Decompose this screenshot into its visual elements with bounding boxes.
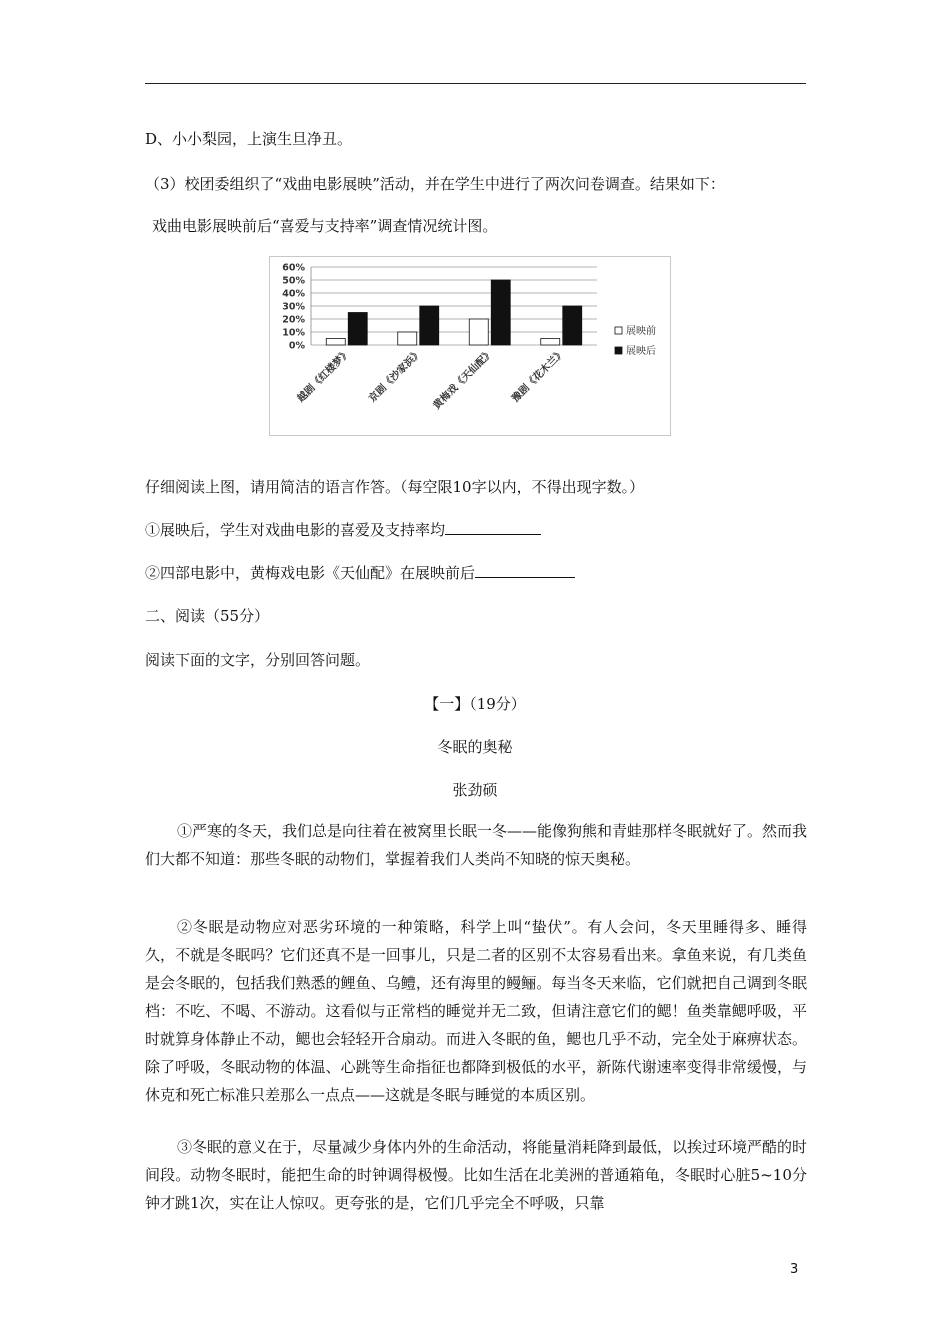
y-tick-label: 10% — [282, 327, 305, 339]
bar-after — [420, 306, 439, 345]
paragraph-3: ③冬眠的意义在于，尽量减少身体内外的生命活动，将能量消耗降到最低，以挨过环境严酷的时间段。动物冬眠时，能把生命的时钟调得极慢。比如生活在北美洲的普通箱龟，冬眠时心脏5~10分钟才跳1次，实在让人惊叹。更夸张的是，它们几乎完全不呼吸，只靠 — [145, 1138, 808, 1212]
page-number: 3 — [790, 1262, 799, 1277]
bar-after — [563, 306, 582, 345]
chart-caption: 戏曲电影展映前后“喜爱与支持率”调查情况统计图。 — [152, 217, 498, 235]
x-tick-label: 越剧《红楼梦》 — [295, 347, 353, 405]
y-tick-label: 50% — [282, 275, 305, 287]
instruction: 仔细阅读上图，请用简洁的语言作答。（每空限10字以内，不得出现字数。） — [145, 478, 645, 496]
y-tick-label: 40% — [282, 288, 305, 300]
x-tick-label: 黄梅戏《天仙配》 — [431, 347, 496, 412]
question-3-intro: （3）校团委组织了“戏曲电影展映”活动，并在学生中进行了两次问卷调查。结果如下： — [145, 175, 725, 193]
x-tick-label: 京剧《沙家浜》 — [367, 347, 425, 405]
bar-after — [491, 280, 510, 345]
bar-after — [348, 313, 367, 346]
question-2-text: ②四部电影中，黄梅戏电影《天仙配》在展映前后 — [145, 564, 476, 582]
legend-label: 展映前 — [626, 326, 656, 337]
bar-before — [326, 339, 345, 346]
reading-intro: 阅读下面的文字，分别回答问题。 — [145, 651, 371, 669]
x-tick-label: 豫剧《花木兰》 — [510, 347, 568, 405]
answer-blank-1[interactable] — [445, 520, 541, 535]
bar-before — [469, 319, 488, 345]
y-tick-label: 0% — [288, 340, 305, 352]
legend-label: 展映后 — [626, 346, 656, 357]
option-d: D、小小梨园，上演生旦净丑。 — [145, 130, 353, 148]
article-title: 冬眠的奥秘 — [437, 738, 513, 756]
article-author: 张劲硕 — [452, 781, 498, 799]
answer-blank-2[interactable] — [475, 563, 575, 578]
legend-swatch — [615, 327, 622, 334]
bar-before — [398, 332, 417, 345]
question-1-text: ①展映后，学生对戏曲电影的喜爱及支持率均 — [145, 521, 446, 539]
y-tick-label: 30% — [282, 301, 305, 313]
header-rule — [145, 83, 806, 84]
paragraph-2: ②冬眠是动物应对恶劣环境的一种策略，科学上叫“蛰伏”。有人会问，冬天里睡得多、睡得久，不就是冬眠吗？它们还真不是一回事儿，只是二者的区别不太容易看出来。拿鱼来说，有几类鱼是会冬眠的，包括我们熟悉的鲤鱼、乌鳢，还有海里的鳗鲡。每当冬天来临，它们就把自己调到冬眠档：不吃、不喝、不游动。这看似与正常档的睡觉并无二致，但请注意它们的鳃！鱼类靠鳃呼吸，平时就算身体静止不动，鳃也会轻轻开合扇动。而进入冬眠的鱼，鳃也几乎不动，完全处于麻痹状态。除了呼吸，冬眠动物的体温、心跳等生命指征也都降到极低的水平，新陈代谢速率变得非常缓慢，与休克和死亡标准只差那么一点点——这就是冬眠与睡觉的本质区别。 — [145, 918, 807, 1104]
part-label: 【一】（19分） — [424, 695, 526, 713]
question-2 — [145, 562, 575, 583]
y-tick-label: 20% — [282, 314, 305, 326]
y-tick-label: 60% — [282, 262, 305, 274]
bar-chart — [269, 256, 671, 436]
section-2-heading: 二、阅读（55分） — [145, 607, 270, 625]
legend-swatch — [615, 347, 622, 354]
bar-before — [541, 339, 560, 346]
question-1 — [145, 519, 541, 540]
paragraph-1: ①严寒的冬天，我们总是向往着在被窝里长眠一冬——能像狗熊和青蛙那样冬眠就好了。然而我们大都不知道：那些冬眠的动物们，掌握着我们人类尚不知晓的惊天奥秘。 — [145, 822, 808, 868]
